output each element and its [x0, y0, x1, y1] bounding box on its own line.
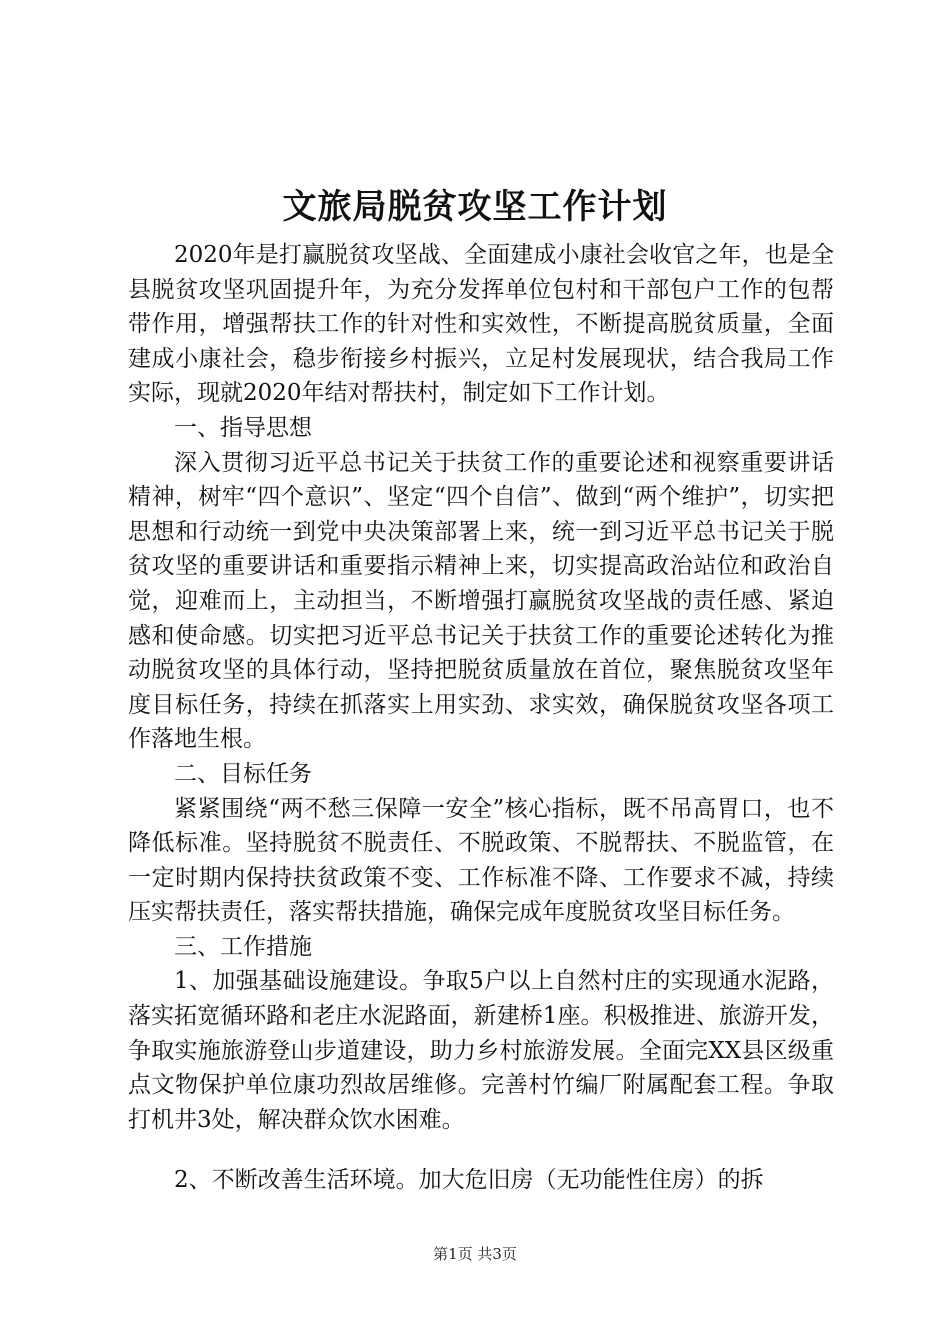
measure-item-living-environment: 2、不断改善生活环境。加大危旧房（无功能性住房）的拆	[174, 1167, 764, 1194]
section-paragraph-guiding-thought: 深入贯彻习近平总书记关于扶贫工作的重要论述和视察重要讲话精神，树牢“四个意识”、坚定“四个自信”、做到“两个维护”，切实把思想和行动统一到党中央决策部署上来，统一到习近平总书记关于脱贫攻坚的重要讲话和重要指示精神上来，切实提高政治站位和政治自觉，迎难而上，主动担当，不断增强打赢脱贫攻坚战的责任感、紧迫感和使命感。切实把习近平总书记关于扶贫工作的重要论述转化为推动脱贫攻坚的具体行动，坚持把脱贫质量放在首位，聚焦脱贫攻坚年度目标任务，持续在抓落实上用实劲、求实效，确保脱贫攻坚各项工作落地生根。	[128, 449, 834, 753]
measure-item-infrastructure: 1、加强基础设施建设。争取5户以上自然村庄的实现通水泥路，落实拓宽循环路和老庄水泥路面，新建桥1座。积极推进、旅游开发，争取实施旅游登山步道建设，助力乡村旅游发展。全面完XX县区级重点文物保护单位康功烈故居维修。完善村竹编厂附属配套工程。争取打机井3处，解决群众饮水困难。	[128, 968, 834, 1133]
intro-paragraph: 2020年是打赢脱贫攻坚战、全面建成小康社会收官之年，也是全县脱贫攻坚巩固提升年，为充分发挥单位包村和干部包户工作的包帮带作用，增强帮扶工作的针对性和实效性，不断提高脱贫质量，全面建成小康社会，稳步衔接乡村振兴，立足村发展现状，结合我局工作实际，现就2020年结对帮扶村，制定如下工作计划。	[128, 242, 834, 407]
page-footer: 第1页 共3页	[433, 1245, 517, 1263]
section-heading-measures: 三、工作措施	[174, 933, 312, 960]
section-paragraph-goals: 紧紧围绕“两不愁三保障一安全”核心指标，既不吊高胃口，也不降低标准。坚持脱贫不脱责任、不脱政策、不脱帮扶、不脱监管，在一定时期内保持扶贫政策不变、工作标准不降、工作要求不减，持续压实帮扶责任，落实帮扶措施，确保完成年度脱贫攻坚目标任务。	[128, 795, 834, 926]
document-body	[128, 238, 834, 1198]
section-heading-goals: 二、目标任务	[174, 760, 312, 787]
section-heading-guiding-thought: 一、指导思想	[174, 414, 312, 441]
document-title: 文旅局脱贫攻坚工作计划	[282, 187, 668, 227]
